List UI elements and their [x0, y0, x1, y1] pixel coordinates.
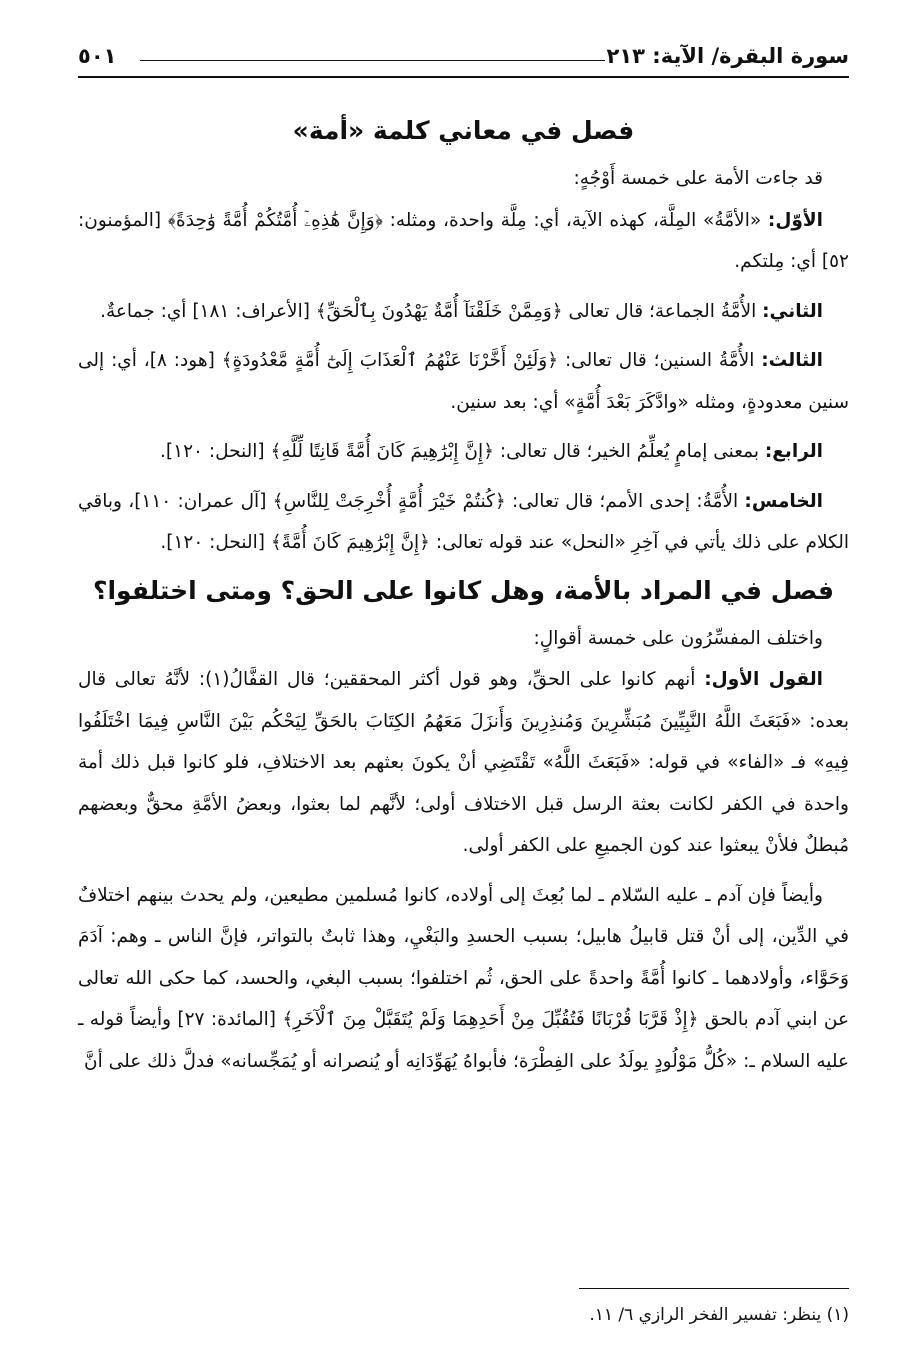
header-rule [140, 60, 605, 61]
meaning-text-1: «الأمَّةُ» المِلَّة، كهذه الآية، أي: مِلَّة واحدة، ومثله: ﴿وَإِنَّ هَٰذِهِۦٓ أُمَّتُكُمْ أُمَّةً وَٰحِدَةً﴾ [المؤمنون: ٥٢] أي: مِلتكم. [78, 209, 849, 272]
footnote: (١) ينظر: تفسير الفخر الرازي ٦/ ١١. [589, 1305, 849, 1325]
meaning-text-2: الأُمَّةُ الجماعة؛ قال تعالى ﴿وَمِمَّنْ خَلَقْنَآ أُمَّةٌ يَهْدُونَ بِٱلْحَقِّ﴾ [الأعراف: ١٨١] أي: جماعةٌ. [100, 300, 763, 322]
header-title: سورة البقرة/ الآية: ٢١٣ [606, 44, 849, 68]
opinion-label-1: القول الأول: [704, 669, 824, 690]
meaning-text-5: الأُمَّةُ: إحدى الأمم؛ قال تعالى: ﴿كُنتُمْ خَيْرَ أُمَّةٍ أُخْرِجَتْ لِلنَّاسِ﴾ [آل عمران: ١١٠]، وباقي الكلام على ذلك يأتي في آخِرِ «النحل» عند قوله تعالى: ﴿إِنَّ إِبْرَٰهِيمَ كَانَ أُمَّةً﴾ [النحل: ١٢٠]. [78, 490, 849, 553]
page-number: ٥٠١ [78, 44, 117, 68]
page-body [78, 112, 849, 1082]
opinion-paragraph-1 [78, 659, 849, 867]
running-header [78, 44, 849, 78]
meaning-label-4: الرابع: [764, 441, 823, 462]
meaning-text-3: الأُمَّةُ السنين؛ قال تعالى: ﴿وَلَئِنْ أَخَّرْنَا عَنْهُمُ ٱلْعَذَابَ إِلَىٰٓ أُمَّةٍ مَّعْدُودَةٍ﴾ [هود: ٨]، أي: إلى سنين معدودةٍ، ومثله «وادَّكَرَ بَعْدَ أُمَّةٍ» أي: بعد سنين. [78, 350, 849, 413]
meaning-paragraph-4 [78, 431, 849, 473]
meaning-paragraph-2 [78, 291, 849, 333]
footnote-rule [579, 1288, 849, 1289]
meaning-paragraph-1 [78, 200, 849, 283]
section-1-intro: قد جاءت الأمة على خمسة أَوْجُهٍ: [573, 168, 823, 189]
meaning-label-2: الثاني: [762, 300, 823, 322]
section-heading-1: فصل في معاني كلمة «أمة» [292, 116, 635, 145]
section-heading-2: فصل في المراد بالأمة، وهل كانوا على الحق؟ ومتى اختلفوا؟ [92, 575, 835, 605]
meaning-text-4: بمعنى إمامٍ يُعلِّمُ الخير؛ قال تعالى: ﴿إِنَّ إِبْرَٰهِيمَ كَانَ أُمَّةً قَانِتًا لِّلَّهِ﴾ [النحل: ١٢٠]. [160, 441, 765, 462]
section-2-intro: واختلف المفسِّرُون على خمسة أقوالٍ: [533, 627, 823, 649]
meaning-paragraph-3 [78, 340, 849, 423]
meaning-label-5: الخامس: [744, 490, 823, 512]
meaning-label-1: الأوّل: [767, 209, 823, 231]
meaning-paragraph-5 [78, 481, 849, 564]
opinion-text-1: أنهم كانوا على الحقِّ، وهو قول أكثر المحققين؛ قال القفَّالُ(١): لأنَّهُ تعالى قال بعده: «فَبَعَثَ اللَّهُ النَّبِيِّينَ مُبَشِّرِينَ وَمُنذِرِينَ وَأَنزَلَ مَعَهُمُ الكِتَابَ بالحَقِّ لِيَحْكُم بَيْنَ النَّاسِ فِيمَا اخْتَلَفُوا فِيهِ» فـ «الفاء» في قوله: «فَبَعَثَ اللَّهُ» تَقْتَضِي أنْ يكونَ بعثهم بعد الاختلافِ، فلو كانوا قبل ذلك أمة واحدة في الكفر لكانت بعثة الرسل قبل الاختلاف أولى؛ لأنَّهم لما بعثوا، وبعضُ الأمَّةِ محقٌّ وبعضهم مُبطلٌ فلأنْ يبعثوا عند كون الجميعِ على الكفر أولى. [78, 669, 849, 856]
meaning-label-3: الثالث: [761, 350, 823, 371]
opinion-paragraph-2: وأيضاً فإن آدم ـ عليه السّلام ـ لما بُعِثَ إلى أولاده، كانوا مُسلمين مطيعين، ولم يحدث بينهم اختلافٌ في الدِّين، إلى أنْ قتل قابيلُ هابيل؛ بسبب الحسدِ والبَغْيِ، وهذا ثابتٌ بالتواتر، فإنَّ الناس ـ وهم: آدَمَ وَحَوَّاء، وأولادهما ـ كانوا أُمَّةً واحدةً على الحق، ثُم اختلفوا؛ بسبب البغي، والحسد، كما حكى الله تعالى عن ابني آدم بالحق ﴿إِذْ قَرَّبَا قُرْبَانًا فَتُقُبِّلَ مِنْ أَحَدِهِمَا وَلَمْ يُتَقَبَّلْ مِنَ ٱلْآخَرِ﴾ [المائدة: ٢٧] وأيضاً قوله ـ عليه السلام ـ: «كُلُّ مَوْلُودٍ يولَدُ على الفِطْرَة؛ فأبواهُ يُهَوِّدَانِه أو يُنصرانه أو يُمَجِّسانه» فدلَّ ذلك على أنَّ [78, 884, 850, 1072]
